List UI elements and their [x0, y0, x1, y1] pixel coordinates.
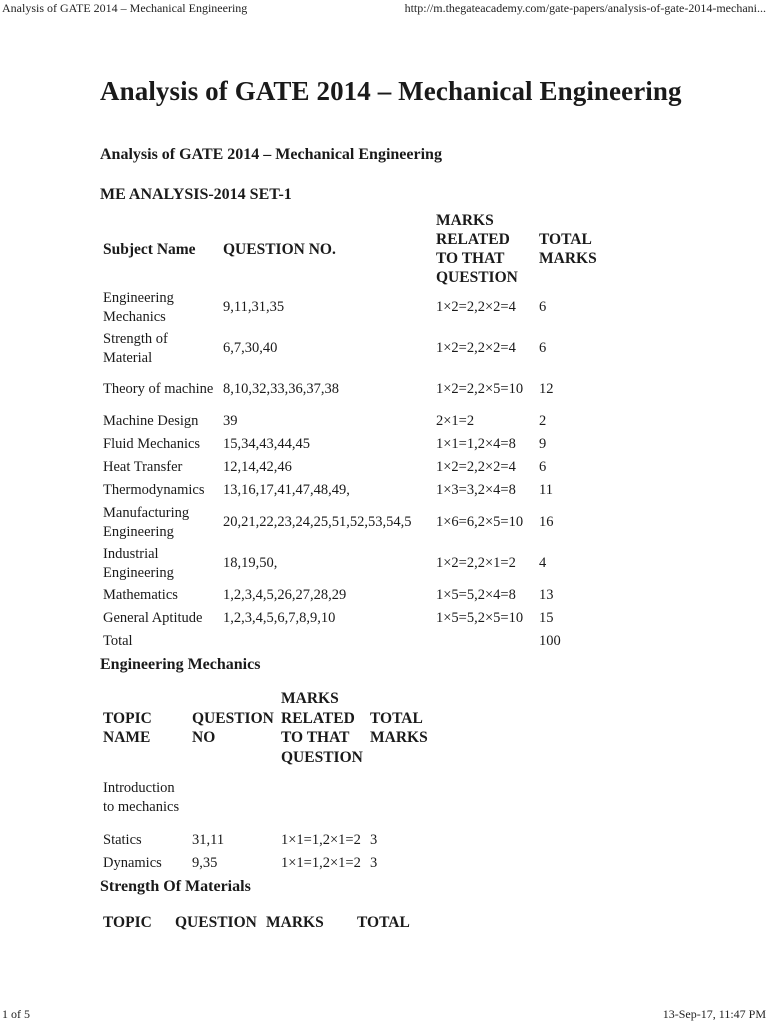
cell-topic: Dynamics	[103, 855, 162, 871]
cell-marks: 1×1=1,2×1=2	[281, 832, 361, 848]
cell-subject: Machine Design	[103, 413, 199, 429]
cell-subject: General Aptitude	[103, 610, 203, 626]
cell-questions: 20,21,22,23,24,25,51,52,53,54,5	[223, 514, 412, 530]
cell-total: 6	[539, 340, 547, 356]
table-row	[100, 456, 613, 479]
subject-analysis-table	[100, 211, 613, 653]
cell-total: 100	[539, 633, 561, 649]
print-header	[0, 0, 768, 18]
cell-questions	[220, 630, 433, 653]
cell-subject: Heat Transfer	[103, 459, 183, 475]
cell-marks	[433, 630, 536, 653]
cell-questions: 8,10,32,33,36,37,38	[223, 381, 339, 397]
table-row	[100, 502, 613, 543]
cell-total: 16	[539, 514, 554, 530]
cell-total: 12	[539, 381, 554, 397]
cell-questions: 6,7,30,40	[223, 340, 278, 356]
table-row	[100, 328, 613, 369]
column-header-total: TOTAL MARKS	[370, 709, 428, 746]
cell-marks: 1×5=5,2×4=8	[436, 587, 516, 603]
table-row	[100, 852, 436, 875]
table-row	[100, 433, 613, 456]
cell-marks: 1×1=1,2×4=8	[436, 436, 516, 452]
engineering-mechanics-table	[100, 689, 436, 875]
set-heading: ME ANALYSIS-2014 SET-1	[100, 186, 292, 203]
table-row	[100, 369, 613, 410]
cell-topic: Introduction to mechanics	[103, 780, 180, 815]
cell-subject: Industrial Engineering	[103, 545, 174, 581]
cell-questions: 1,2,3,4,5,26,27,28,29	[223, 587, 347, 603]
cell-total: 9	[539, 436, 547, 452]
table-header-row	[100, 211, 613, 287]
table-row	[100, 767, 436, 829]
cell-topic: Statics	[103, 832, 142, 848]
cell-total: 3	[370, 832, 378, 848]
print-header-url: http://m.thegateacademy.com/gate-papers/analysis-of-gate-2014-mechani...	[404, 1, 766, 15]
table-row	[100, 607, 613, 630]
column-header-subject: Subject Name	[103, 240, 196, 258]
print-datetime: 13-Sep-17, 11:47 PM	[662, 1007, 766, 1021]
table-row	[100, 479, 613, 502]
cell-total: 6	[539, 459, 547, 475]
column-header-question: QUESTION	[175, 914, 257, 931]
section-heading-engineering-mechanics: Engineering Mechanics	[100, 656, 261, 673]
cell-marks: 1×2=2,2×5=10	[436, 381, 524, 397]
cell-questions	[189, 767, 278, 829]
column-header-total: TOTAL MARKS	[539, 231, 597, 267]
cell-marks: 1×2=2,2×2=4	[436, 340, 516, 356]
cell-total: 15	[539, 610, 554, 626]
cell-subject: Fluid Mechanics	[103, 436, 201, 452]
cell-questions: 18,19,50,	[223, 555, 278, 571]
cell-total: 3	[370, 855, 378, 871]
table-row	[100, 543, 613, 584]
cell-questions: 13,16,17,41,47,48,49,	[223, 482, 350, 498]
cell-marks: 1×3=3,2×4=8	[436, 482, 516, 498]
cell-subject: Strength of Material	[103, 330, 168, 366]
cell-total: 6	[539, 299, 547, 315]
cell-total: 11	[539, 482, 553, 498]
column-header-marks: MARKS RELATED TO THAT QUESTION	[281, 690, 363, 766]
table-header-row	[100, 913, 431, 933]
cell-subject: Mathematics	[103, 587, 178, 603]
cell-marks: 2×1=2	[436, 413, 475, 429]
cell-questions: 12,14,42,46	[223, 459, 292, 475]
cell-marks: 1×5=5,2×5=10	[436, 610, 524, 626]
cell-questions: 9,35	[192, 855, 218, 871]
table-row-total	[100, 630, 613, 653]
cell-total: 4	[539, 555, 547, 571]
cell-marks: 1×1=1,2×1=2	[281, 855, 361, 871]
table-header-row	[100, 689, 436, 767]
cell-subject: Engineering Mechanics	[103, 289, 174, 325]
column-header-topic: TOPIC	[103, 914, 152, 931]
print-footer	[0, 1006, 768, 1024]
cell-total: 2	[539, 413, 547, 429]
page-title: Analysis of GATE 2014 – Mechanical Engineering	[100, 76, 682, 106]
cell-questions: 39	[223, 413, 238, 429]
cell-marks: 1×2=2,2×2=4	[436, 299, 516, 315]
section-heading-strength-of-materials: Strength Of Materials	[100, 878, 251, 895]
cell-marks: 1×2=2,2×2=4	[436, 459, 516, 475]
article-content	[100, 75, 740, 933]
strength-of-materials-table	[100, 913, 431, 933]
column-header-total: TOTAL	[357, 914, 410, 931]
cell-subject: Manufacturing Engineering	[103, 504, 190, 540]
column-header-question-no: QUESTION NO.	[223, 240, 336, 258]
column-header-topic: TOPIC NAME	[103, 709, 152, 746]
table-row	[100, 410, 613, 433]
column-header-marks: MARKS	[266, 914, 324, 931]
cell-subject: Theory of machine	[103, 381, 214, 397]
page-number: 1 of 5	[2, 1007, 30, 1021]
table-row	[100, 829, 436, 852]
table-row	[100, 287, 613, 328]
column-header-marks: MARKS RELATED TO THAT QUESTION	[436, 212, 518, 286]
article-subtitle: Analysis of GATE 2014 – Mechanical Engineering	[100, 146, 442, 163]
cell-questions: 9,11,31,35	[223, 299, 285, 315]
cell-marks: 1×6=6,2×5=10	[436, 514, 524, 530]
cell-subject: Thermodynamics	[103, 482, 205, 498]
table-row	[100, 584, 613, 607]
cell-questions: 31,11	[192, 832, 225, 848]
cell-marks: 1×2=2,2×1=2	[436, 555, 516, 571]
cell-questions: 15,34,43,44,45	[223, 436, 310, 452]
cell-questions: 1,2,3,4,5,6,7,8,9,10	[223, 610, 336, 626]
column-header-question-no: QUESTION NO	[192, 709, 274, 746]
cell-subject: Total	[103, 633, 133, 649]
cell-marks	[278, 767, 367, 829]
print-header-title: Analysis of GATE 2014 – Mechanical Engineering	[2, 1, 248, 15]
cell-total: 13	[539, 587, 554, 603]
cell-total	[367, 767, 436, 829]
